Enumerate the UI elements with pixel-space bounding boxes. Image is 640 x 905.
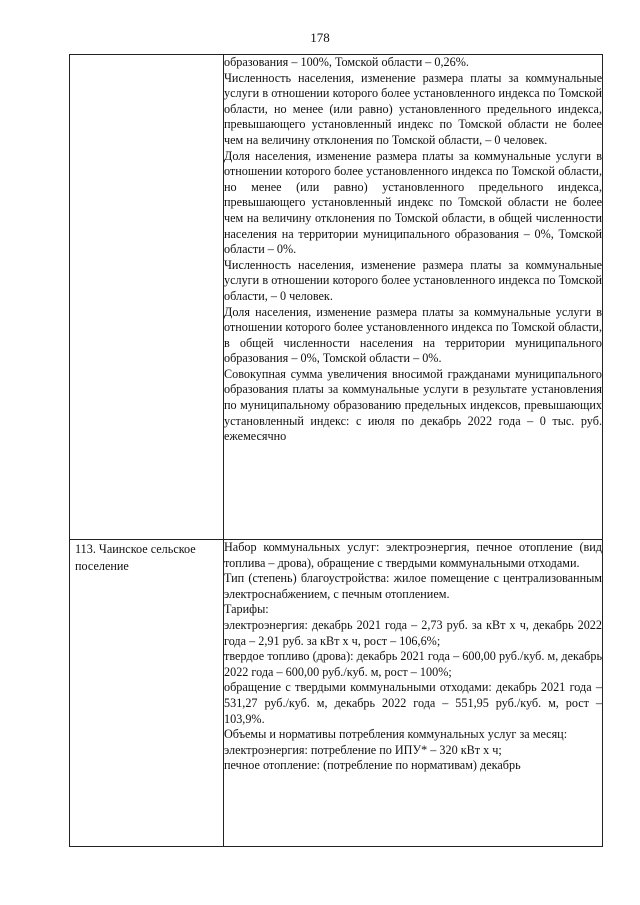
municipality-cell [70, 55, 224, 540]
paragraph: электроэнергия: декабрь 2021 года – 2,73 руб. за кВт х ч, декабрь 2022 года – 2,91 руб. за кВт х ч, рост – 106,6%; [224, 617, 602, 648]
paragraph: Численность населения, изменение размера платы за коммунальные услуги в отношении которого более установленного индекса по Томской области, но менее (или равно) установленного предельного индекса, превышающего установленный индекс по Томской области не более чем на величину отклонения по Томской области, – 0 человек. [224, 70, 602, 147]
paragraph: Численность населения, изменение размера платы за коммунальные услуги в отношении которого более установленного индекса по Томской области, – 0 человек. [224, 257, 602, 303]
page-number: 178 [310, 30, 330, 45]
description-cell [224, 540, 603, 847]
municipality-cell [70, 540, 224, 847]
municipality-name: 113. Чаинское сельское поселение [75, 542, 196, 573]
paragraph: Набор коммунальных услуг: электроэнергия, печное отопление (вид топлива – дрова), обращение с твердыми коммунальными отходами. [224, 540, 602, 570]
table-row [70, 540, 603, 847]
paragraph: Доля населения, изменение размера платы за коммунальные услуги в отношении которого более установленного индекса по Томской области, но менее (или равно) установленного предельного индекса, превышающего установленный индекс по Томской области не более чем на величину отклонения по Томской области, в общей численности населения на территории муниципального образования – 0%, Томской области – 0%. [224, 148, 602, 257]
municipality-name [70, 55, 223, 56]
paragraph: Тарифы: [224, 602, 269, 617]
table-row [70, 55, 603, 540]
paragraph: Тип (степень) благоустройства: жилое помещение с централизованным электроснабжением, с печным отоплением. [224, 571, 602, 601]
paragraph: электроэнергия: потребление по ИПУ* – 320 кВт х ч; [224, 742, 502, 757]
paragraph: Совокупная сумма увеличения вносимой гражданами муниципального образования платы за коммунальные услуги в результате установления по муниципальному образованию предельных индексов, превышающих установленный индекс: с июля по декабрь 2022 года – 0 тыс. руб. ежемесячно [224, 366, 602, 444]
paragraph: твердое топливо (дрова): декабрь 2021 года – 600,00 руб./куб. м, декабрь 2022 года – 600,00 руб./куб. м, рост – 100%; [224, 649, 602, 679]
paragraph: образования – 100%, Томской области – 0,26%. [224, 55, 469, 69]
paragraph: обращение с твердыми коммунальными отходами: декабрь 2021 года – 531,27 руб./куб. м, декабрь 2022 года – 551,95 руб./куб. м, рост – 103,9%. [224, 680, 602, 726]
description-cell [224, 55, 603, 540]
paragraph: печное отопление: (потребление по нормативам) декабрь [224, 758, 521, 773]
document-table [69, 54, 603, 847]
paragraph: Объемы и нормативы потребления коммунальных услуг за месяц: [224, 727, 568, 742]
paragraph: Доля населения, изменение размера платы за коммунальные услуги в отношении которого более установленного индекса по Томской области, в общей численности населения на территории муниципального образования – 0%, Томской области – 0%. [224, 304, 602, 366]
